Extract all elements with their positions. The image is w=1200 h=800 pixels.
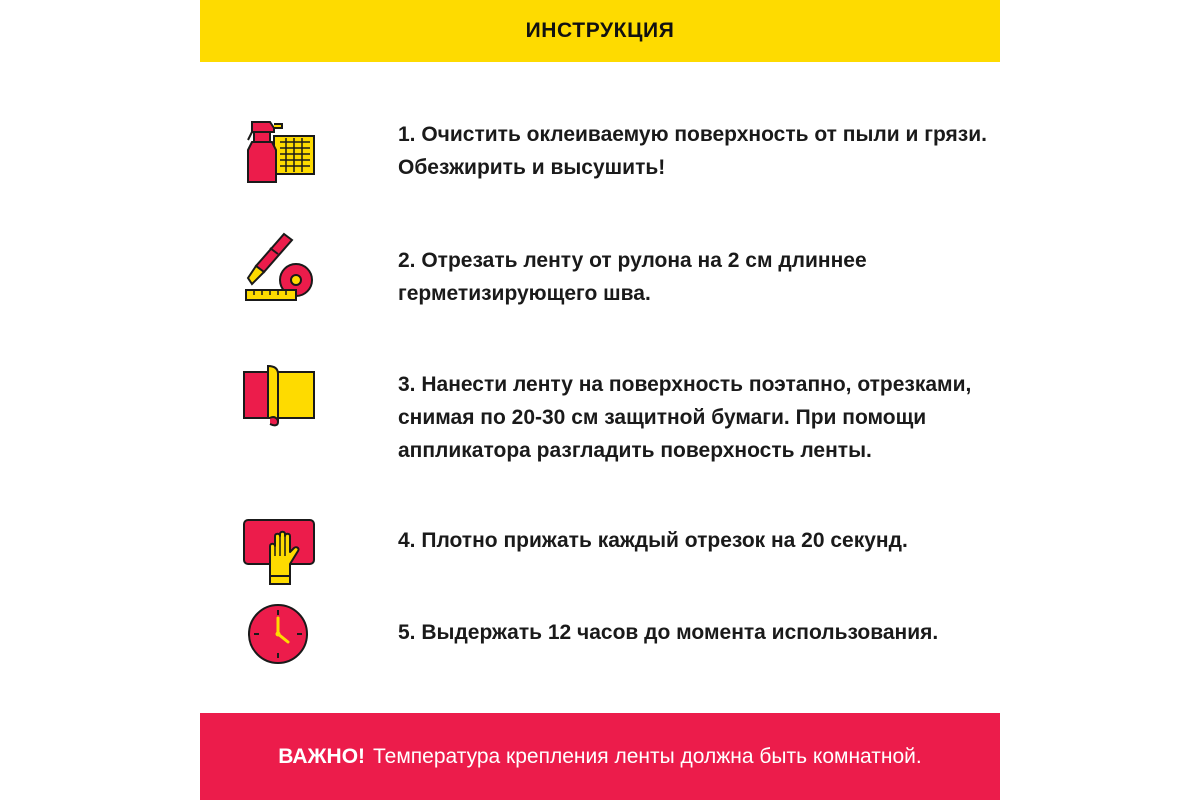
step-1-text: 1. Очистить оклеиваемую поверхность от пыли и грязи. Обезжирить и высушить! (398, 123, 987, 179)
step-4-text: 4. Плотно прижать каждый отрезок на 20 секунд. (398, 529, 908, 552)
instruction-panel (200, 0, 1000, 800)
cutter-tape-icon (240, 228, 320, 308)
header-bar (200, 0, 1000, 62)
clock-icon (240, 598, 320, 678)
tape-roll-icon (240, 360, 320, 440)
important-note-bar (200, 713, 1000, 800)
page-title: ИНСТРУКЦИЯ (525, 19, 675, 42)
step-3-text: 3. Нанести ленту на поверхность поэтапно, отрезками, снимая по 20-30 см защитной бумаги. При помощи аппликатора разгладить поверхность ленты. (398, 373, 972, 462)
step-5-text: 5. Выдержать 12 часов до момента использования. (398, 621, 939, 644)
spray-bottle-icon (240, 110, 320, 190)
important-label: ВАЖНО! (278, 744, 366, 768)
hand-press-icon (240, 512, 320, 592)
important-text: Температура крепления ленты должна быть комнатной. (373, 744, 922, 768)
step-2-text: 2. Отрезать ленту от рулона на 2 см длиннее герметизирующего шва. (398, 249, 867, 305)
